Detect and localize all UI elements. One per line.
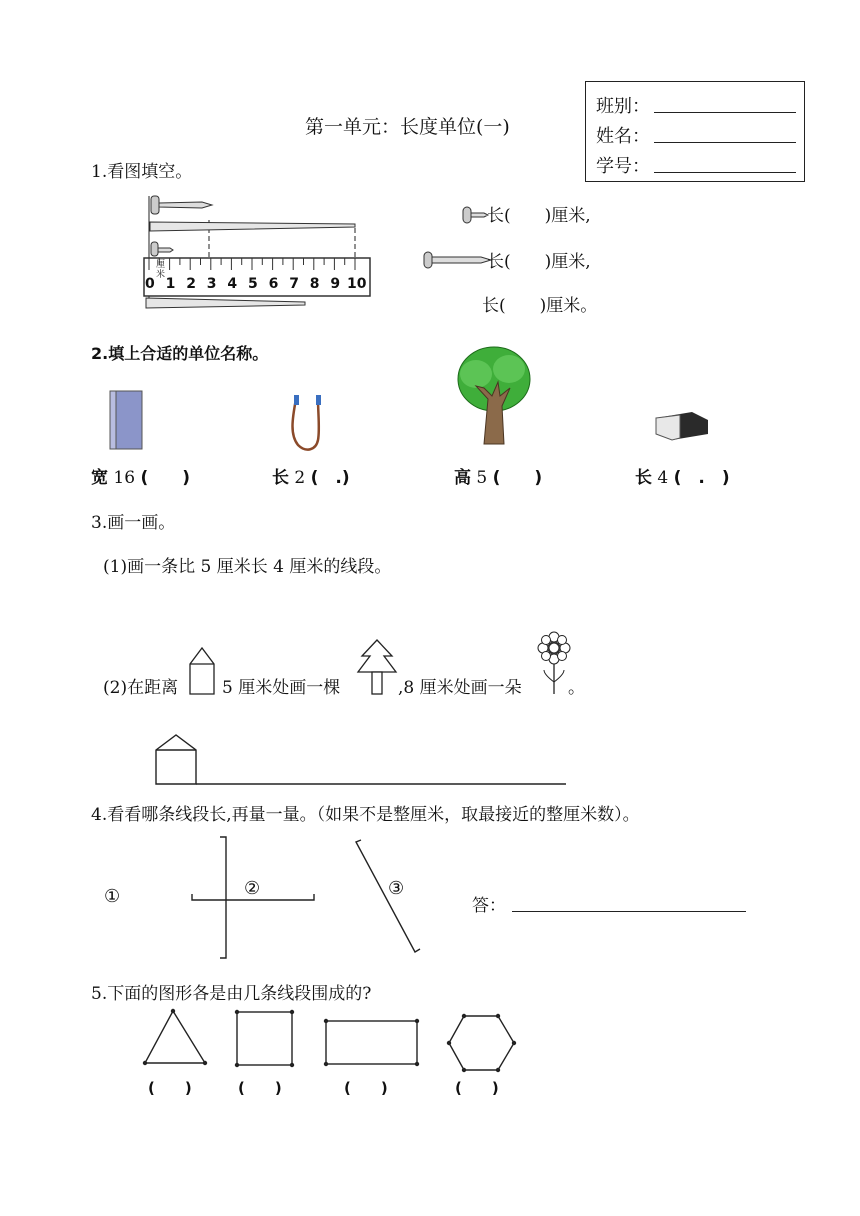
pencil-icon (146, 298, 305, 308)
segment-label-1: ① (104, 886, 121, 907)
flower-icon (536, 632, 572, 696)
ruler-tick-label: 7 (289, 276, 299, 292)
name-label: 姓名： (596, 126, 650, 147)
q3-part2-a: (2)在距离 (103, 678, 179, 698)
q5-answer-triangle[interactable]: ( ) (148, 1079, 192, 1097)
name-field[interactable] (654, 142, 796, 143)
nail-icon (423, 250, 493, 270)
class-label: 班别： (596, 96, 650, 117)
rectangle-shape (324, 1019, 419, 1066)
q3-part1: (1)画一条比 5 厘米长 4 厘米的线段。 (103, 557, 392, 577)
ruler-tick-label: 9 (330, 276, 341, 292)
ruler-tick-label: 1 (165, 276, 176, 292)
q1-heading: 1.看图填空。 (91, 162, 193, 182)
q3-part2-d: 。 (568, 678, 585, 698)
q2-item-width: 宽 16 ( ) (91, 468, 190, 488)
q3-part2-b: 5 厘米处画一棵 (222, 678, 341, 698)
house-icon (188, 646, 216, 696)
hexagon-shape (447, 1014, 516, 1072)
q1-line1: 长( )厘米, (487, 206, 591, 226)
segment-label-2: ② (244, 878, 261, 899)
q2-item-tree: 高 5 ( ) (454, 468, 543, 488)
id-label: 学号： (596, 156, 650, 177)
student-info-box (585, 81, 805, 182)
square-shape (235, 1010, 294, 1067)
q3-heading: 3.画一画。 (91, 513, 176, 533)
pencil-icon (150, 222, 355, 231)
triangle-shape (143, 1009, 207, 1065)
q3-drawing-area[interactable] (150, 732, 570, 787)
q5-shapes (140, 1008, 520, 1078)
q5-heading: 5.下面的图形各是由几条线段围成的? (91, 984, 372, 1004)
tack-icon (462, 205, 490, 225)
ruler-tick-label: 2 (186, 276, 196, 292)
ruler-tick-label: 6 (268, 276, 279, 292)
q4-answer-field[interactable] (512, 911, 746, 912)
notebook-icon (106, 390, 146, 452)
eraser-icon (652, 410, 712, 442)
q1-line2: 长( )厘米, (487, 252, 591, 272)
segment-label-3: ③ (388, 878, 405, 899)
ruler-tick-label: 0 (145, 276, 155, 292)
q4-answer-label: 答： (472, 896, 506, 916)
ruler-unit-label: 厘米 (156, 260, 166, 280)
ruler-tick-label: 10 (347, 276, 367, 292)
q5-answer-rectangle[interactable]: ( ) (344, 1079, 388, 1097)
q4-heading: 4.看看哪条线段长,再量一量。（如果不是整厘米，取最接近的整厘米数）。 (91, 805, 640, 825)
id-field[interactable] (654, 172, 796, 173)
q2-item-rope: 长 2 ( .) (272, 468, 350, 488)
q2-heading: 2.填上合适的单位名称。 (91, 344, 269, 363)
tree-outline-icon (354, 638, 400, 696)
q5-answer-hexagon[interactable]: ( ) (455, 1079, 499, 1097)
ruler-tick-label: 8 (309, 276, 320, 292)
page-title: 第一单元：长度单位(一) (305, 116, 510, 138)
q5-answer-square[interactable]: ( ) (238, 1079, 282, 1097)
jump-rope-icon (288, 395, 328, 455)
ruler-tick-label: 4 (227, 276, 238, 292)
ruler-tick-label: 5 (248, 276, 258, 292)
nail-icon (151, 196, 212, 214)
q2-item-eraser: 长 4 ( . ) (635, 468, 730, 488)
q1-ruler-figure (140, 190, 380, 315)
tree-icon (454, 344, 534, 446)
q4-segments (100, 836, 430, 956)
ruler-tick-label: 3 (206, 276, 217, 292)
q1-line3: 长( )厘米。 (482, 296, 598, 316)
class-field[interactable] (654, 112, 796, 113)
q3-part2-c: ,8 厘米处画一朵 (398, 678, 522, 698)
